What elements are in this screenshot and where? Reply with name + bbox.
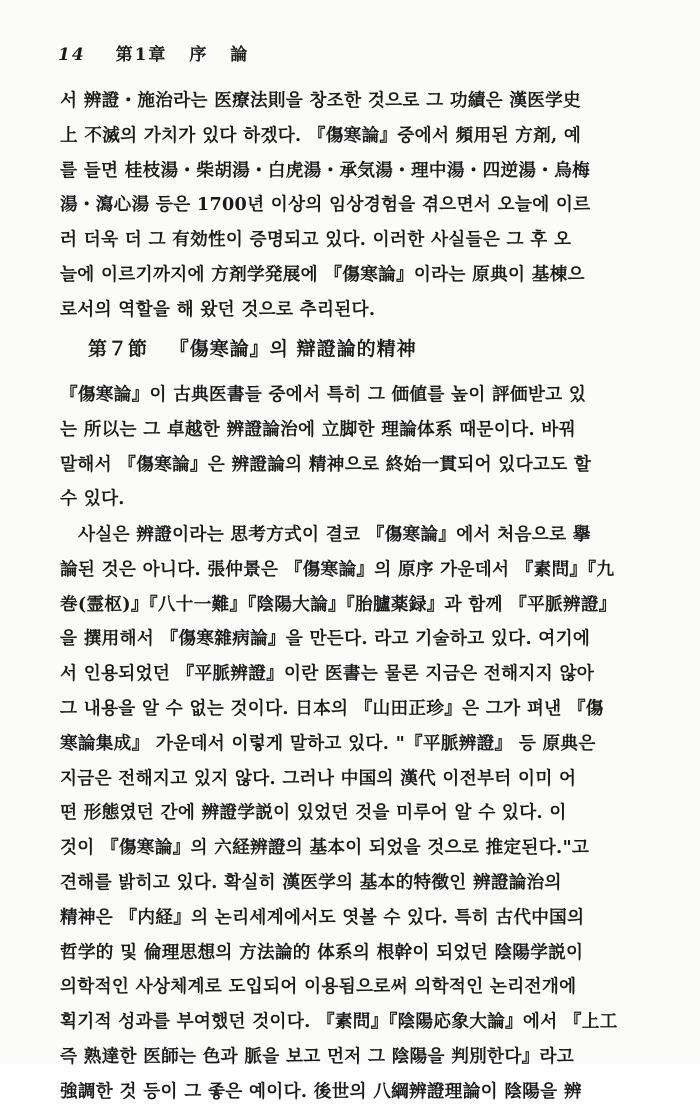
text-line: 획기적 성과를 부여했던 것이다. 『素問』『陰陽応象大論』에서 『上工: [60, 1011, 618, 1033]
paragraph-3: [60, 518, 672, 1110]
paragraph-2: [60, 378, 672, 517]
text-line: 서 辨證・施治라는 医療法則을 창조한 것으로 그 功績은 漢医学史: [60, 90, 581, 111]
text-line: 을 撰用해서 『傷寒雜病論』을 만든다. 라고 기술하고 있다. 여기에: [60, 628, 591, 650]
text-line: 를 들면 桂枝湯・柴胡湯・白虎湯・承気湯・理中湯・四逆湯・烏梅: [60, 159, 590, 181]
page-number: 14: [58, 45, 86, 65]
section-title: 『傷寒論』의 辯證論的精神: [169, 338, 417, 360]
text-line: 즉 熟達한 医師는 色과 脈을 보고 먼저 그 陰陽을 判別한다』라고: [60, 1045, 575, 1067]
section-label: 序: [189, 45, 209, 65]
text-line: 떤 形態였던 간에 辨證学説이 있었던 것을 미루어 알 수 있다. 이: [60, 802, 567, 824]
text-line: 말해서 『傷寒論』은 辨證論의 精神으로 終始一貫되어 있다고도 할: [60, 453, 592, 475]
text-line: 지금은 전해지고 있지 않다. 그러나 中国의 漢代 이전부터 이미 어: [60, 767, 577, 789]
section-number: 第７節: [88, 338, 149, 360]
text-line: 그 내용을 알 수 없는 것이다. 日本의 『山田正珍』은 그가 펴낸 『傷: [60, 697, 604, 719]
paragraph-1: [60, 84, 672, 328]
text-line: 湯・瀉心湯 등은 1700년 이상의 임상경험을 겪으면서 오늘에 이르: [60, 194, 591, 216]
text-line: 사실은 辨證이라는 思考方式이 결코 『傷寒論』에서 처음으로 擧: [78, 524, 591, 545]
text-line: 러 더욱 더 그 有効性이 증명되고 있다. 이러한 사실들은 그 후 오: [60, 229, 572, 251]
text-line: 精神은 『内経』의 논리세계에서도 엿볼 수 있다. 특히 古代中国의: [60, 906, 585, 928]
text-line: 『傷寒論』이 古典医書들 중에서 특히 그 価値를 높이 評価받고 있: [60, 384, 587, 405]
text-line: 는 所以는 그 卓越한 辨證論治에 立脚한 理論体系 때문이다. 바꿔: [60, 418, 576, 440]
text-line: 強調한 것 등이 그 좋은 예이다. 後世의 八綱辨證理論이 陰陽을 辨: [60, 1080, 582, 1102]
text-line: 寒論集成』 가운데서 이렇게 말하고 있다. "『平脈辨證』 등 原典은: [60, 732, 596, 754]
text-line: 수 있다.: [60, 488, 125, 510]
text-line: 로서의 역할을 해 왔던 것으로 추리된다.: [60, 298, 376, 320]
text-line: 의학적인 사상체계로 도입되어 이용됨으로써 의학적인 논리전개에: [60, 976, 577, 998]
text-line: 것이 『傷寒論』의 六経辨證의 基本이 되었을 것으로 推定된다."고: [60, 837, 590, 859]
running-header: [58, 40, 249, 65]
header-title: 論: [230, 45, 250, 65]
text-line: 서 인용되었던 『平脈辨證』이란 医書는 물론 지금은 전해지지 않아: [60, 663, 595, 685]
text-line: 巻(霊枢)』『八十一難』『陰陽大論』『胎臚薬録』과 함께 『平脈辨證』: [60, 593, 617, 615]
text-line: 上 不滅의 가치가 있다 하겠다. 『傷寒論』중에서 頻用된 方剤, 예: [60, 124, 582, 146]
text-line: 견해를 밝히고 있다. 확실히 漢医学의 基本的特徴인 辨證論治의: [60, 871, 562, 893]
chapter-label: 第1章: [115, 45, 168, 65]
text-line: 論된 것은 아니다. 張仲景은 『傷寒論』의 原序 가운데서 『素問』『九: [60, 558, 615, 580]
text-line: 늘에 이르기까지에 方剤学発展에 『傷寒論』이라는 原典이 基棟으: [60, 263, 585, 285]
section-heading: [88, 334, 417, 361]
text-line: 哲学的 및 倫理思想의 方法論的 体系의 根幹이 되었던 陰陽学説이: [60, 941, 584, 963]
